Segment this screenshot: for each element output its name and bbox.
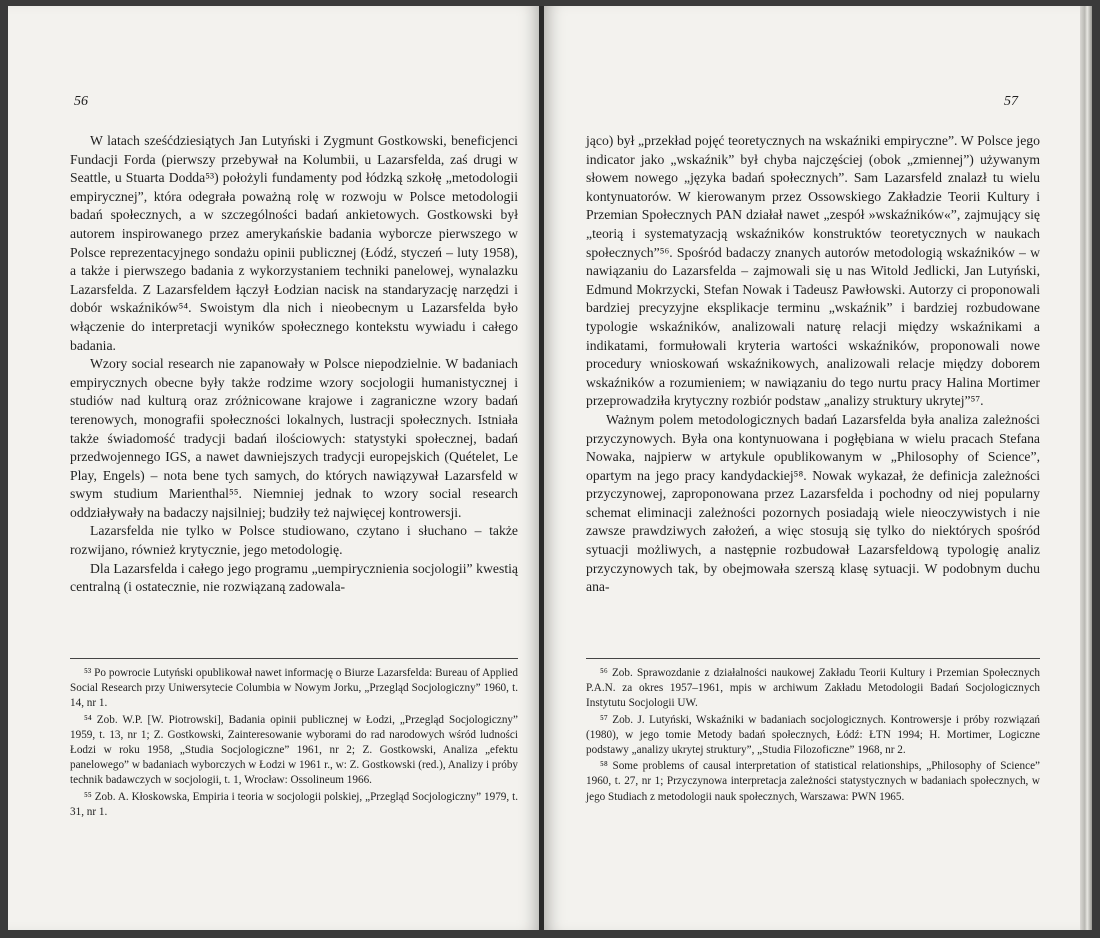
footnote-58: ⁵⁸ Some problems of causal interpretation of statistical relationships, „Philosophy of Science” 1960, t. 27, nr 1; Przyczynowa interpretacja zależności statystycznych w badaniach społecznych, w jego Studiach z metodologii nauk społecznych, Warszawa: PWN 1965.: [586, 760, 1040, 803]
left-paragraph-1: W latach sześćdziesiątych Jan Lutyński i Zygmunt Gostkowski, beneficjenci Fundacji Forda (pierwszy przebywał na Kolumbii, u Lazarsfelda, zaś drugi w Seattle, u Stuarta Dodda⁵³) położyli fundamenty pod łódzką szkołę „metodologii empirycznej”, która odegrała poważną rolę w rozwoju w Polsce metodologii badań społecznych, a w szczególności badań ankietowych. Gostkowski był autorem inspirowanego przez amerykańskie badania wyborcze pierwszego w Polsce reprezentacyjnego sondażu opinii publicznej (Łódź, styczeń – luty 1958), a także i pierwszego badania z wykorzystaniem techniki panelowej, wynalazku Lazarsfelda. Z Lazarsfeldem łączył Łodzian nacisk na standaryzację narzędzi i dobór wskaźników⁵⁴. Swoistym dla nich i nieobecnym u Lazarsfelda było włączenie do interpretacji wyników społecznego kontekstu wywiadu i całego badania.: [70, 133, 518, 353]
right-footnote-rule: [586, 658, 1040, 659]
page-number-right: 57: [1004, 94, 1018, 109]
right-page: [544, 6, 1080, 930]
page-edges: [1080, 6, 1092, 930]
left-paragraph-4: Dla Lazarsfelda i całego jego programu „uempirycznienia socjologii” kwestią centralną (i ostatecznie, nie rozwiązaną zadowala-: [70, 560, 518, 595]
left-paragraph-3: Lazarsfelda nie tylko w Polsce studiowano, czytano i słuchano – także rozwijano, również krytycznie, jego metodologię.: [70, 523, 518, 558]
right-paragraph-1: jąco) był „przekład pojęć teoretycznych na wskaźniki empiryczne”. W Polsce jego indicator jako „wskaźnik” był chyba najczęściej (obok „zmiennej”) używanym słowem nowego „języka badań społecznych”. Sam Lazarsfeld znalazł tu wielu kontynuatorów. W kierowanym przez Ossowskiego Zakładzie Teorii Kultury i Przemian Społecznych PAN działał nawet „zespół »wskaźników«”, zajmujący się „teorią i systematyzacją wskaźników konstruktów teoretycznych w naukach społecznych”⁵⁶. Spośród badaczy znanych autorów metodologią wskaźników – w nawiązaniu do Lazarsfelda – zajmowali się u nas Witold Jedlicki, Jan Lutyński, Edmund Mokrzycki, Stefan Nowak i Tadeusz Pawłowski. Autorzy ci proponowali bardziej precyzyjne eksplikacje terminu „wskaźnik” i bardziej rozbudowane typologie wskaźników, analizowali naturę relacji między wskaźnikami a indikatami, formułowali kryteria wartości wskaźników, proponowali nowe procedury wnioskowań wskaźnikowych, analizowali relacje między doborem wskaźników a rozumieniem; w nawiązaniu do tego nurtu pracy Halina Mortimer przeprowadziła krytyczny rozbiór podstaw „analizy struktury ukrytej”⁵⁷.: [586, 133, 1040, 409]
right-body-text: [586, 132, 1040, 597]
page-number-left: 56: [74, 94, 88, 109]
left-paragraph-2: Wzory social research nie zapanowały w Polsce niepodzielnie. W badaniach empirycznych obecne były także rodzime wzory socjologii humanistycznej i studiów nad kulturą oraz zróżnicowane krajowe i zagraniczne wzory badań terenowych, monografii społeczności lokalnych, lustracji społecznych. Istniała także świadomość tradycji badań ilościowych: statystyki społecznej, badań przedwojennego IGS, a nawet dawniejszych tradycji europejskich (Quételet, Le Play, Engels) – nota bene tych samych, do których nawiązywał Lazarsfeld w swym studium Marienthal⁵⁵. Niemniej jednak to wzory social research oddziaływały na badaczy najsilniej; budziły też najwięcej kontrowersji.: [70, 356, 518, 520]
left-footnotes: [70, 666, 518, 821]
footnote-54: ⁵⁴ Zob. W.P. [W. Piotrowski], Badania opinii publicznej w Łodzi, „Przegląd Socjologiczny” 1959, t. 13, nr 1; Z. Gostkowski, Zainteresowanie wyborami do rad narodowych wśród ludności Łodzi w roku 1958, „Studia Socjologiczne” 1961, nr 2; Z. Gostkowski, Analiza „efektu panelowego” w badaniach wyborczych w Łodzi w 1961 r., w: Z. Gostkowski (red.), Analizy i próby technik badawczych w socjologii, t. 1, Wrocław: Ossolineum 1966.: [70, 713, 519, 787]
right-footnotes: [586, 666, 1040, 806]
footnote-56: ⁵⁶ Zob. Sprawozdanie z działalności naukowej Zakładu Teorii Kultury i Przemian Społecznych P.A.N. za okres 1957–1961, mpis w archiwum Zakładu Metodologii Badań Socjologicznych Instytutu Socjologii UW.: [586, 667, 1040, 710]
footnote-57: ⁵⁷ Zob. J. Lutyński, Wskaźniki w badaniach socjologicznych. Kontrowersje i próby rozwiązań (1980), w jego tomie Metody badań społecznych, Łódź: ŁTN 1994; H. Mortimer, Logiczne podstawy „analizy ukrytej struktury”, „Studia Filozoficzne” 1968, nr 2.: [586, 713, 1040, 757]
left-footnote-rule: [70, 658, 518, 659]
left-page: [8, 6, 540, 930]
left-body-text: [70, 132, 518, 597]
footnote-55: ⁵⁵ Zob. A. Kłoskowska, Empiria i teoria w socjologii polskiej, „Przegląd Socjologiczny” 1979, t. 31, nr 1.: [70, 790, 518, 818]
footnote-53: ⁵³ Po powrocie Lutyński opublikował nawet informację o Biurze Lazarsfelda: Bureau of Applied Social Research przy Uniwersytecie Columbia w Nowym Jorku, „Przegląd Socjologiczny” 1960, t. 14, nr 1.: [70, 667, 518, 710]
right-paragraph-2: Ważnym polem metodologicznych badań Lazarsfelda była analiza zależności przyczynowych. Była ona kontynuowana i pogłębiana w wielu pracach Stefana Nowaka, najpierw w artykule opublikowanym w „Philosophy of Science”, opartym na jego pracy kandydackiej⁵⁸. Nowak wykazał, że definicja zależności przyczynowej, zaproponowana przez Lazarsfelda i pochodny od niej popularny schemat eliminacji zależności pozornych posiadają wiele nieoczywistych i nie zawsze prawdziwych założeń, a więc stosują się tylko do niektórych spośród sytuacji możliwych, a następnie rozbudował Lazarsfeldową typologię analiz przyczynowych tak, by obejmowała szerszą klasę sytuacji. W podobnym duchu ana-: [586, 411, 1040, 595]
